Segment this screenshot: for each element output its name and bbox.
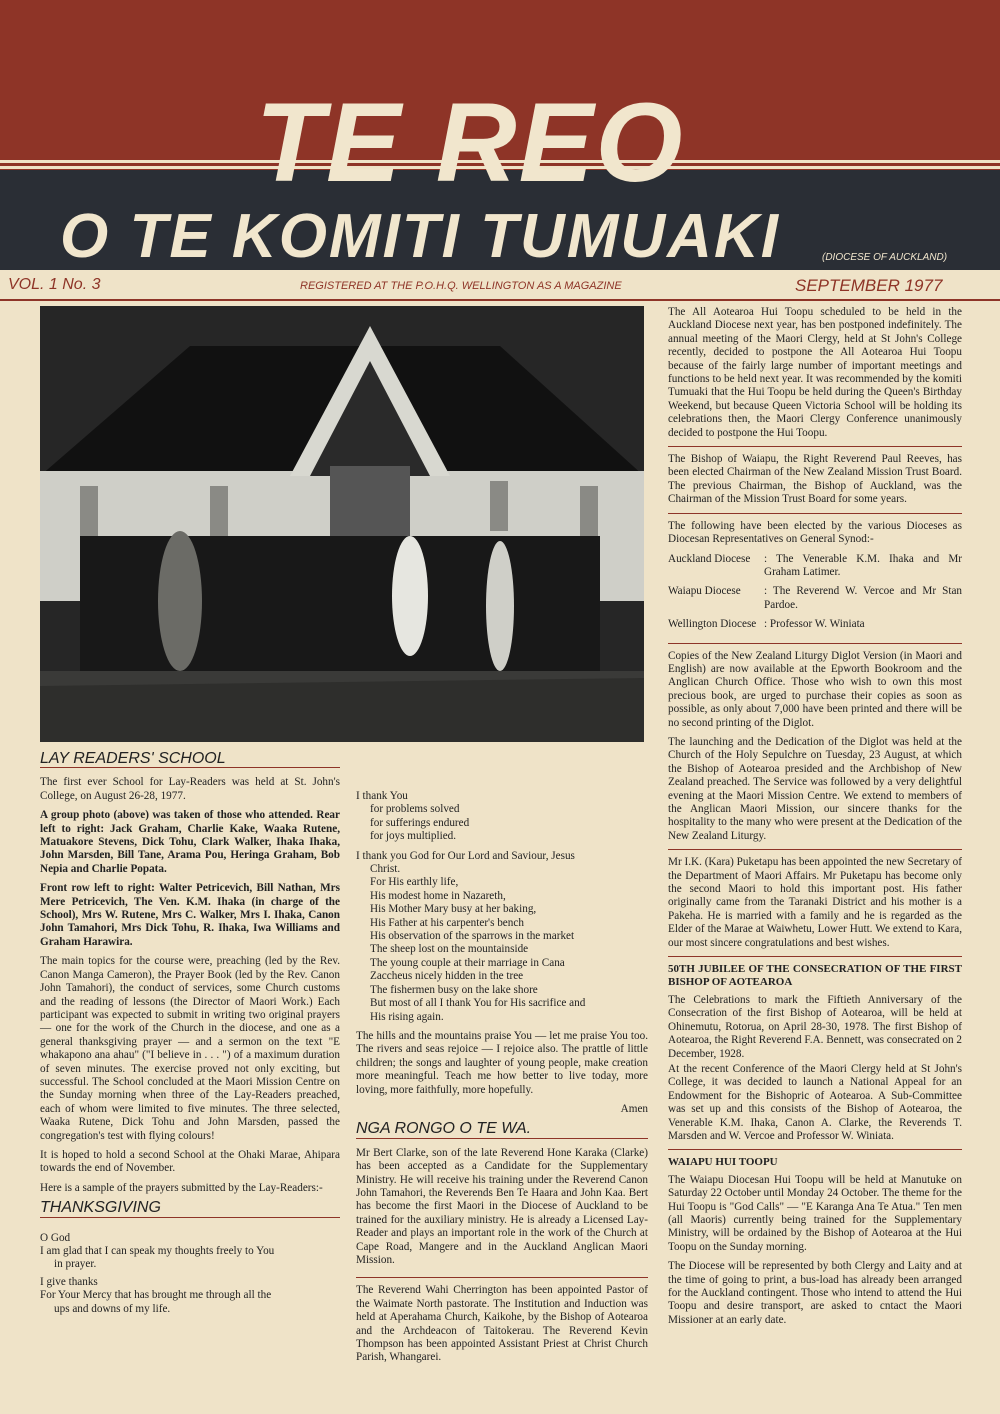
article-paragraph: The All Aotearoa Hui Toopu scheduled to be held in the Auckland Diocese next year, has ben postponed indefinitely. The annual meeting of the Maori Clergy, held at St John's College recently, decided to postpone the All Aotearoa Hui Toopu because of the fairly large number of important meetings and functions to be held next year. It was recommended by the komiti Tumuaki that the Hui Toopu be held during the Queen's Birthday Weekend, but because Queen Victoria School will be holding its celebrations then, the Maori Clergy Conference unanimously decided to postpone the Hui Toopu. bbox=[668, 306, 962, 439]
section-divider bbox=[668, 956, 962, 957]
waiapu-hui-heading: WAIAPU HUI TOOPU bbox=[668, 1156, 778, 1169]
left-column bbox=[40, 752, 340, 1316]
prayer-line: Zaccheus nicely hidden in the tree bbox=[370, 970, 524, 983]
prayer-line: Christ. bbox=[370, 863, 401, 876]
masthead-rule bbox=[0, 299, 1000, 301]
prayer-line: The sheep lost on the mountainside bbox=[370, 943, 529, 956]
thanksgiving-prayer bbox=[40, 1232, 340, 1316]
prayer-line: I thank You bbox=[356, 790, 408, 802]
prayer-line: His Mother Mary busy at her baking, bbox=[370, 903, 537, 916]
article-paragraph: Here is a sample of the prayers submitted by the Lay-Readers:- bbox=[40, 1181, 323, 1194]
article-paragraph: The Reverend Wahi Cherrington has been appointed Pastor of the Waimate North pastorate. The Institution and Induction was held at Aperahama Church, Kaikohe, by the Bishop of Aotearoa and the Archdeacon of Taitokerau. The Reverend Kevin Thompson has been appointed Assistant Priest at Christ Church Parish, Whangarei. bbox=[356, 1284, 648, 1364]
diocese-cell: Auckland Diocese bbox=[668, 552, 751, 565]
masthead-diocese: (DIOCESE OF AUCKLAND) bbox=[822, 252, 948, 263]
thanksgiving-heading: THANKSGIVING bbox=[40, 1201, 340, 1217]
article-paragraph: The Waiapu Diocesan Hui Toopu will be held at Manutuke on Saturday 22 October until Monday 24 October. The theme for the Hui Toopu is "God Calls" — "E Karanga Ana Te Atua." Ten men (all Maoris) currently being trained for the Supplementary Ministry, will be ordained by the Bishop of Aotearoa at the Hui Toopu on the Sunday morning. bbox=[668, 1173, 962, 1253]
prayer-line: For His earthly life, bbox=[370, 876, 459, 889]
article-paragraph: Copies of the New Zealand Liturgy Diglot Version (in Maori and English) are now available at the Epworth Bookroom and the Anglican Church Office. Those who wish to own this most precious book, are urged to purchase their copies as soon as possible, as only about 7,000 have been printed and there will be no second printing of the Diglot. bbox=[668, 649, 962, 729]
section-divider bbox=[356, 1277, 648, 1278]
article-paragraph: Mr I.K. (Kara) Puketapu has been appointed the new Secretary of the Department of Maori Affairs. Mr Puketapu has become only the second Maori to hold this important post. His father originally came from the Taranaki District and his mother is a Pakeha. He is married with a family and he is regarded as the Elder of the Marae at Waiwhetu, Lower Hutt. We extend to Kara, our most sincere congratulations and best wishes. bbox=[668, 856, 962, 949]
nga-rongo-heading: NGA RONGO O TE WA. bbox=[356, 1122, 648, 1138]
diocese-cell: Waiapu Diocese bbox=[668, 585, 741, 598]
prayer-paragraph: The hills and the mountains praise You — let me praise You too. The rivers and seas rejoice — I rejoice also. The prattle of little children; the songs and laughter of young people, make creation more meaningful. Teach me how better to live today, more loving, more faithfully, more hopefully. bbox=[356, 1029, 648, 1096]
article-paragraph: Mr Bert Clarke, son of the late Reverend Hone Karaka (Clarke) has been accepted as a Candidate for the Supplementary Ministry. He will receive his training under the Reverend Canon John Tamahori, the Reverends Ben Te Haara and John Kaa. Bert has become the first Maori in the Diocese of Auckland to be trained for the auxiliary ministry. He is already a Licensed Lay-Reader and plays an important role in the work of the Church at Cape Road, Mangere and in the Auckland Anglican Maori Mission. bbox=[356, 1146, 648, 1266]
prayer-line: I am glad that I can speak my thoughts freely to You bbox=[40, 1245, 275, 1257]
photo-caption-rear: A group photo (above) was taken of those who attended. Rear left to right: Jack Graham, Charlie Kake, Waaka Rutene, Matuakore Stevens, Dick Tohu, Clark Walker, Ihaka Ihaka, John Marsden, Bill Tane, Arama Pou, Heringa Graham, Bob Nepia and Charlie Popata. bbox=[40, 809, 340, 875]
article-paragraph: The Bishop of Waiapu, the Right Reverend Paul Reeves, has been elected Chairman of the New Zealand Mission Trust Board. The previous Chairman, the Bishop of Auckland, was the Chairman of the Mission Trust Board for some years. bbox=[668, 453, 962, 506]
prayer-line: I give thanks bbox=[40, 1275, 98, 1288]
jubilee-heading: 50TH JUBILEE OF THE CONSECRATION OF THE FIRST BISHOP OF AOTEAROA bbox=[668, 963, 962, 989]
prayer-line: The young couple at their marriage in Cana bbox=[370, 956, 565, 969]
section-divider bbox=[668, 446, 962, 447]
group-photo bbox=[40, 306, 644, 742]
prayer-line: The fishermen busy on the lake shore bbox=[370, 983, 538, 996]
prayer-line: But most of all I thank You for His sacrifice and bbox=[370, 997, 586, 1010]
prayer-line: O God bbox=[40, 1231, 71, 1244]
registration-note: REGISTERED AT THE P.O.H.Q. WELLINGTON AS A MAGAZINE bbox=[300, 280, 622, 292]
prayer-line: for problems solved bbox=[370, 803, 460, 816]
section-divider bbox=[668, 1149, 962, 1150]
section-divider bbox=[668, 513, 962, 514]
prayer-line: for sufferings endured bbox=[370, 816, 470, 829]
issue-info-bar bbox=[0, 276, 1000, 298]
prayer-line: His modest home in Nazareth, bbox=[370, 889, 506, 902]
article-paragraph: The following have been elected by the various Dioceses as Diocesan Representatives on General Synod:- bbox=[668, 519, 962, 546]
lay-readers-school-heading: LAY READERS' SCHOOL bbox=[40, 752, 340, 768]
table-row bbox=[668, 618, 962, 637]
prayer-line: His rising again. bbox=[370, 1010, 444, 1023]
prayer-line: for joys multiplied. bbox=[370, 830, 457, 843]
representative-cell: : The Reverend W. Vercoe and Mr Stan Pardoe. bbox=[764, 585, 962, 611]
prayer-line: I thank you God for Our Lord and Saviour, Jesus bbox=[356, 849, 575, 862]
representative-cell: : Professor W. Winiata bbox=[764, 618, 865, 631]
table-row bbox=[668, 585, 962, 618]
middle-column bbox=[356, 790, 648, 1371]
section-divider bbox=[668, 643, 962, 644]
masthead-subtitle: O TE KOMITI TUMUAKI bbox=[60, 202, 780, 271]
article-paragraph: The Celebrations to mark the Fiftieth Anniversary of the Consecration of the first Bishop of Aotearoa, will be held at Ohinemutu, Rotorua, on April 28-30, 1978. The first Bishop of Aotearoa, the Right Reverend F.A. Bennett, was consecrated on 2 December, 1928. bbox=[668, 993, 962, 1060]
article-paragraph: At the recent Conference of the Maori Clergy held at St John's College, it was decided to launch a National Appeal for an Endowment for the Bishopric of Aotearoa. A Sub-Committee was set up and this consists of the Bishop of Aotearoa, the Venerable K.M. Ihaka, Canon A. Clarke, the Reverends T. Marsden and W. Vercoe and Professor W. Winiata. bbox=[668, 1062, 962, 1142]
section-divider bbox=[668, 849, 962, 850]
table-row bbox=[668, 553, 962, 586]
volume-number: VOL. 1 No. 3 bbox=[8, 276, 101, 293]
prayer-line: His observation of the sparrows in the market bbox=[370, 930, 575, 943]
prayer-line: in prayer. bbox=[54, 1258, 97, 1271]
representative-cell: : The Venerable K.M. Ihaka and Mr Graham Latimer. bbox=[764, 552, 962, 578]
article-paragraph: The main topics for the course were, preaching (led by the Rev. Canon Manga Cameron), the Prayer Book (led by the Rev. Canon John Tamahori), the conduct of services, some Church customs and the reading of lessons (the Director of Maori Work.) Each participant was expected to submit in writing two original prayers — one for the work of the Church in the diocese, and one as a general thanksgiving prayer — and a sermon on the text "E whakapono ana ahau" ("I believe in . . . ") of a maximum duration of seven minutes. The exercise proved not only exciting, but successful. The School concluded at the Maori Mission Centre on the Sunday morning when three of the Lay-Readers preached, each of whom were limited to five minutes. The three selected, Waaka Rutene, Dick Tohu and John Marsden, passed the congregation's test with flying colours! bbox=[40, 955, 340, 1142]
synod-representatives-table bbox=[668, 553, 962, 638]
article-paragraph: It is hoped to hold a second School at the Ohaki Marae, Ahipara towards the end of November. bbox=[40, 1148, 340, 1175]
prayer-line: His Father at his carpenter's bench bbox=[370, 916, 524, 929]
photo-caption-front: Front row left to right: Walter Petricevich, Bill Nathan, Mrs Mere Petricevich, The Ven. K.M. Ihaka (in charge of the School), Mrs W. Rutene, Mrs C. Walker, Mrs I. Ihaka, Canon John Tamahori, Mrs Dick Tohu, R. Ihaka, Iwa Williams and Graham Harawira. bbox=[40, 882, 340, 948]
diocese-cell: Wellington Diocese bbox=[668, 618, 757, 631]
prayer-line: ups and downs of my life. bbox=[54, 1302, 171, 1315]
prayer-amen: Amen bbox=[620, 1102, 648, 1115]
masthead-title: TE REO bbox=[255, 80, 685, 205]
prayer-line: For Your Mercy that has brought me through all the bbox=[40, 1289, 272, 1302]
article-paragraph: The Diocese will be represented by both Clergy and Laity and at the time of going to print, a bus-load has already been arranged for the Auckland contingent. Those who intend to attend the Hui Toopu and desire transport, are asked to cntact the Maori Missioner at an early date. bbox=[668, 1260, 962, 1326]
prayer-continuation bbox=[356, 790, 648, 1024]
issue-date: SEPTEMBER 1977 bbox=[795, 276, 943, 295]
article-paragraph: The launching and the Dedication of the Diglot was held at the Church of the Holy Sepulchre on Tuesday, 23 August, at which the Bishop of Aotearoa presided and the Archbishop of New Zealand preached. The Service was followed by a very delightful evening at the Maori Mission Centre. We extend to members of the Anglican Maori Mission, our sincere thanks for the hospitality to the many who were present at the Dedication of the New Zealand Liturgy. bbox=[668, 735, 962, 842]
church-group-photo-image bbox=[40, 306, 644, 742]
right-column bbox=[668, 306, 962, 1333]
article-paragraph: The first ever School for Lay-Readers was held at St. John's College, on August 26-28, 1977. bbox=[40, 776, 340, 802]
